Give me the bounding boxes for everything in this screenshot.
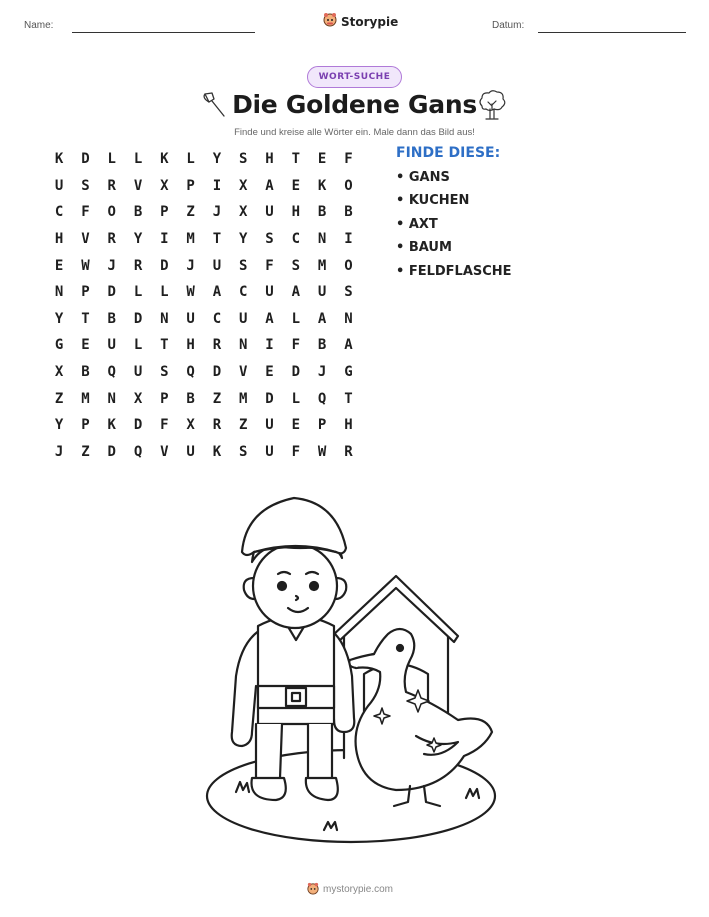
grid-letter: Z bbox=[54, 390, 64, 407]
grid-letter: N bbox=[160, 310, 169, 327]
grid-letter: X bbox=[160, 177, 169, 194]
grid-letter: B bbox=[344, 204, 353, 221]
grid-letter: A bbox=[212, 284, 222, 301]
grid-letter: P bbox=[81, 284, 90, 301]
grid-letter: U bbox=[265, 417, 274, 434]
boy-face bbox=[253, 544, 337, 628]
grid-letter: Z bbox=[186, 204, 195, 221]
grid-letter: B bbox=[186, 390, 195, 407]
grid-letter: N bbox=[107, 390, 116, 407]
grid-letter: M bbox=[239, 390, 248, 407]
grid-letter: U bbox=[317, 284, 327, 301]
grid-letter: P bbox=[317, 417, 327, 434]
grid-letter: Y bbox=[133, 231, 143, 248]
grid-letter: E bbox=[81, 337, 90, 354]
grid-letter: T bbox=[291, 151, 301, 168]
grid-letter: T bbox=[344, 390, 353, 407]
grid-letter: T bbox=[160, 337, 169, 354]
grid-letter: Z bbox=[81, 443, 90, 460]
grid-letter: U bbox=[186, 443, 195, 460]
grid-letter: X bbox=[54, 364, 64, 381]
grid-letter: U bbox=[265, 443, 274, 460]
grid-letter: Q bbox=[107, 364, 116, 381]
brand bbox=[323, 12, 398, 31]
grid-letter: E bbox=[265, 364, 274, 381]
page-title: Die Goldene Gans bbox=[232, 90, 477, 119]
grid-letter: E bbox=[291, 177, 301, 194]
grid-letter: X bbox=[186, 417, 195, 434]
grid-letter: P bbox=[160, 390, 169, 407]
grid-letter: C bbox=[212, 310, 222, 327]
grid-letter: U bbox=[133, 364, 143, 381]
grid-letter: Z bbox=[212, 390, 222, 407]
find-word: • FELDFLASCHE bbox=[396, 263, 512, 279]
grid-letter: S bbox=[265, 231, 274, 248]
grid-letter: Y bbox=[54, 417, 64, 434]
grid-letter: P bbox=[160, 204, 169, 221]
grid-letter: I bbox=[344, 231, 353, 248]
grid-letter: C bbox=[239, 284, 248, 301]
grid-letter: C bbox=[54, 204, 64, 221]
grid-letter: J bbox=[107, 257, 116, 274]
grid-letter: K bbox=[317, 177, 327, 194]
grid-letter: A bbox=[265, 310, 274, 327]
grid-letter: K bbox=[54, 151, 64, 168]
grid-letter: E bbox=[317, 151, 327, 168]
find-word-list bbox=[396, 170, 512, 287]
boy-left-leg bbox=[256, 724, 282, 782]
grid-letter: M bbox=[186, 231, 195, 248]
grid-letter: Q bbox=[133, 443, 143, 460]
grid-letter: B bbox=[107, 310, 116, 327]
grid-letter: H bbox=[344, 417, 353, 434]
grid-letter: S bbox=[239, 257, 248, 274]
grid-letter: X bbox=[239, 204, 248, 221]
grid-letter: A bbox=[265, 177, 274, 194]
goose-eye bbox=[397, 645, 403, 651]
grid-letter: B bbox=[133, 204, 143, 221]
grid-letter: L bbox=[133, 151, 143, 168]
grid-letter: F bbox=[265, 257, 274, 274]
name-line bbox=[72, 32, 255, 33]
grid-letter: O bbox=[344, 257, 353, 274]
grid-letter: G bbox=[344, 364, 353, 381]
grid-letter: M bbox=[81, 390, 90, 407]
grid-letter: F bbox=[81, 204, 90, 221]
grid-letter: B bbox=[317, 204, 327, 221]
grid-letter: L bbox=[291, 390, 301, 407]
grid-letter: B bbox=[81, 364, 90, 381]
grid-letter: L bbox=[107, 151, 116, 168]
grid-letter: D bbox=[133, 417, 143, 434]
grid-letter: F bbox=[291, 443, 301, 460]
grid-letter: A bbox=[317, 310, 327, 327]
grid-letter: O bbox=[344, 177, 353, 194]
grid-letter: F bbox=[291, 337, 301, 354]
grid-letter: X bbox=[133, 390, 143, 407]
grid-letter: D bbox=[212, 364, 222, 381]
grid-letter: V bbox=[160, 443, 169, 460]
grid-letter: T bbox=[81, 310, 90, 327]
grid-letter: R bbox=[107, 177, 116, 194]
grid-letter: L bbox=[133, 284, 143, 301]
date-label: Datum: bbox=[492, 20, 525, 31]
grid-letter: W bbox=[317, 443, 327, 460]
grid-letter: D bbox=[265, 390, 274, 407]
grid-letter: U bbox=[239, 310, 248, 327]
grid-letter: R bbox=[133, 257, 143, 274]
name-label: Name: bbox=[24, 20, 54, 31]
word-search-grid bbox=[46, 146, 362, 465]
grid-letter: A bbox=[344, 337, 353, 354]
grid-letter: S bbox=[344, 284, 353, 301]
grid-letter: K bbox=[107, 417, 116, 434]
grid-letter: D bbox=[160, 257, 169, 274]
grid-letter: L bbox=[186, 151, 195, 168]
grid-letter: R bbox=[344, 443, 353, 460]
grid-letter: Q bbox=[186, 364, 195, 381]
grid-letter: I bbox=[265, 337, 274, 354]
grid-letter: S bbox=[239, 151, 248, 168]
grid-letter: L bbox=[160, 284, 169, 301]
grid-letter: U bbox=[186, 310, 195, 327]
grid-letter: T bbox=[212, 231, 222, 248]
find-word: • KUCHEN bbox=[396, 193, 470, 209]
grid-letter: I bbox=[212, 177, 222, 194]
find-word: • BAUM bbox=[396, 240, 452, 256]
grid-letter: N bbox=[317, 231, 327, 248]
grid-letter: C bbox=[291, 231, 301, 248]
grid-letter: U bbox=[265, 284, 274, 301]
grid-letter: D bbox=[107, 284, 116, 301]
grid-letter: U bbox=[54, 177, 64, 194]
grid-letter: O bbox=[107, 204, 116, 221]
find-word: • AXT bbox=[396, 216, 438, 232]
grid-letter: V bbox=[81, 231, 90, 248]
storypie-logo-icon bbox=[307, 880, 319, 899]
grid-letter: J bbox=[212, 204, 222, 221]
grid-letter: D bbox=[133, 310, 143, 327]
grid-letter: S bbox=[239, 443, 248, 460]
grid-letter: H bbox=[54, 231, 64, 248]
grid-letter: V bbox=[239, 364, 248, 381]
grid-letter: H bbox=[265, 151, 274, 168]
grid-letter: A bbox=[291, 284, 301, 301]
grid-letter: F bbox=[344, 151, 353, 168]
instructions: Finde und kreise alle Wörter ein. Male dann das Bild aus! bbox=[234, 127, 475, 138]
grid-letter: S bbox=[160, 364, 169, 381]
grid-letter: E bbox=[54, 257, 64, 274]
grid-letter: Y bbox=[239, 231, 248, 248]
grid-letter: I bbox=[160, 231, 169, 248]
grid-letter: H bbox=[291, 204, 301, 221]
grid-letter: R bbox=[212, 417, 222, 434]
grid-letter: D bbox=[107, 443, 116, 460]
grid-letter: F bbox=[160, 417, 169, 434]
grid-letter: U bbox=[212, 257, 222, 274]
grid-letter: J bbox=[186, 257, 195, 274]
grid-letter: R bbox=[107, 231, 116, 248]
grid-letter: P bbox=[186, 177, 195, 194]
footer bbox=[307, 880, 393, 899]
grid-letter: E bbox=[291, 417, 301, 434]
grid-letter: L bbox=[291, 310, 301, 327]
boy-right-eye bbox=[310, 582, 318, 590]
grid-letter: S bbox=[291, 257, 301, 274]
grid-letter: N bbox=[239, 337, 248, 354]
grid-letter: V bbox=[133, 177, 143, 194]
tree-icon bbox=[476, 88, 508, 126]
brand-name: Storypie bbox=[341, 14, 399, 29]
grid-letter: J bbox=[54, 443, 64, 460]
grid-letter: H bbox=[186, 337, 195, 354]
grid-letter: W bbox=[186, 284, 195, 301]
grid-letter: N bbox=[344, 310, 353, 327]
footer-url: mystorypie.com bbox=[323, 884, 394, 895]
grid-letter: G bbox=[54, 337, 64, 354]
worksheet-type-badge: WORT-SUCHE bbox=[307, 66, 402, 88]
grid-letter: Z bbox=[239, 417, 248, 434]
grid-letter: Q bbox=[317, 390, 327, 407]
grid-letter: K bbox=[160, 151, 169, 168]
date-line bbox=[538, 32, 686, 33]
coloring-illustration bbox=[196, 486, 506, 860]
grid-letter: L bbox=[133, 337, 143, 354]
grid-letter: J bbox=[317, 364, 327, 381]
grid-letter: U bbox=[265, 204, 274, 221]
grid-letter: Y bbox=[212, 151, 222, 168]
grid-letter: D bbox=[81, 151, 90, 168]
boy-right-leg bbox=[308, 724, 332, 782]
boy-left-eye bbox=[278, 582, 286, 590]
storypie-logo-icon bbox=[323, 12, 337, 31]
grid-letter: S bbox=[81, 177, 90, 194]
grid-letter: M bbox=[317, 257, 327, 274]
grid-letter: X bbox=[239, 177, 248, 194]
grid-letter: D bbox=[291, 364, 301, 381]
grid-letter: R bbox=[212, 337, 222, 354]
grid-letter: K bbox=[212, 443, 222, 460]
grid-letter: U bbox=[107, 337, 116, 354]
grid-letter: Y bbox=[54, 310, 64, 327]
find-word: • GANS bbox=[396, 170, 450, 185]
find-list-title: FINDE DIESE: bbox=[396, 145, 501, 161]
grid-letter: P bbox=[81, 417, 90, 434]
grid-letter: W bbox=[81, 257, 90, 274]
grid-letter: N bbox=[54, 284, 64, 301]
grid-letter: B bbox=[317, 337, 327, 354]
